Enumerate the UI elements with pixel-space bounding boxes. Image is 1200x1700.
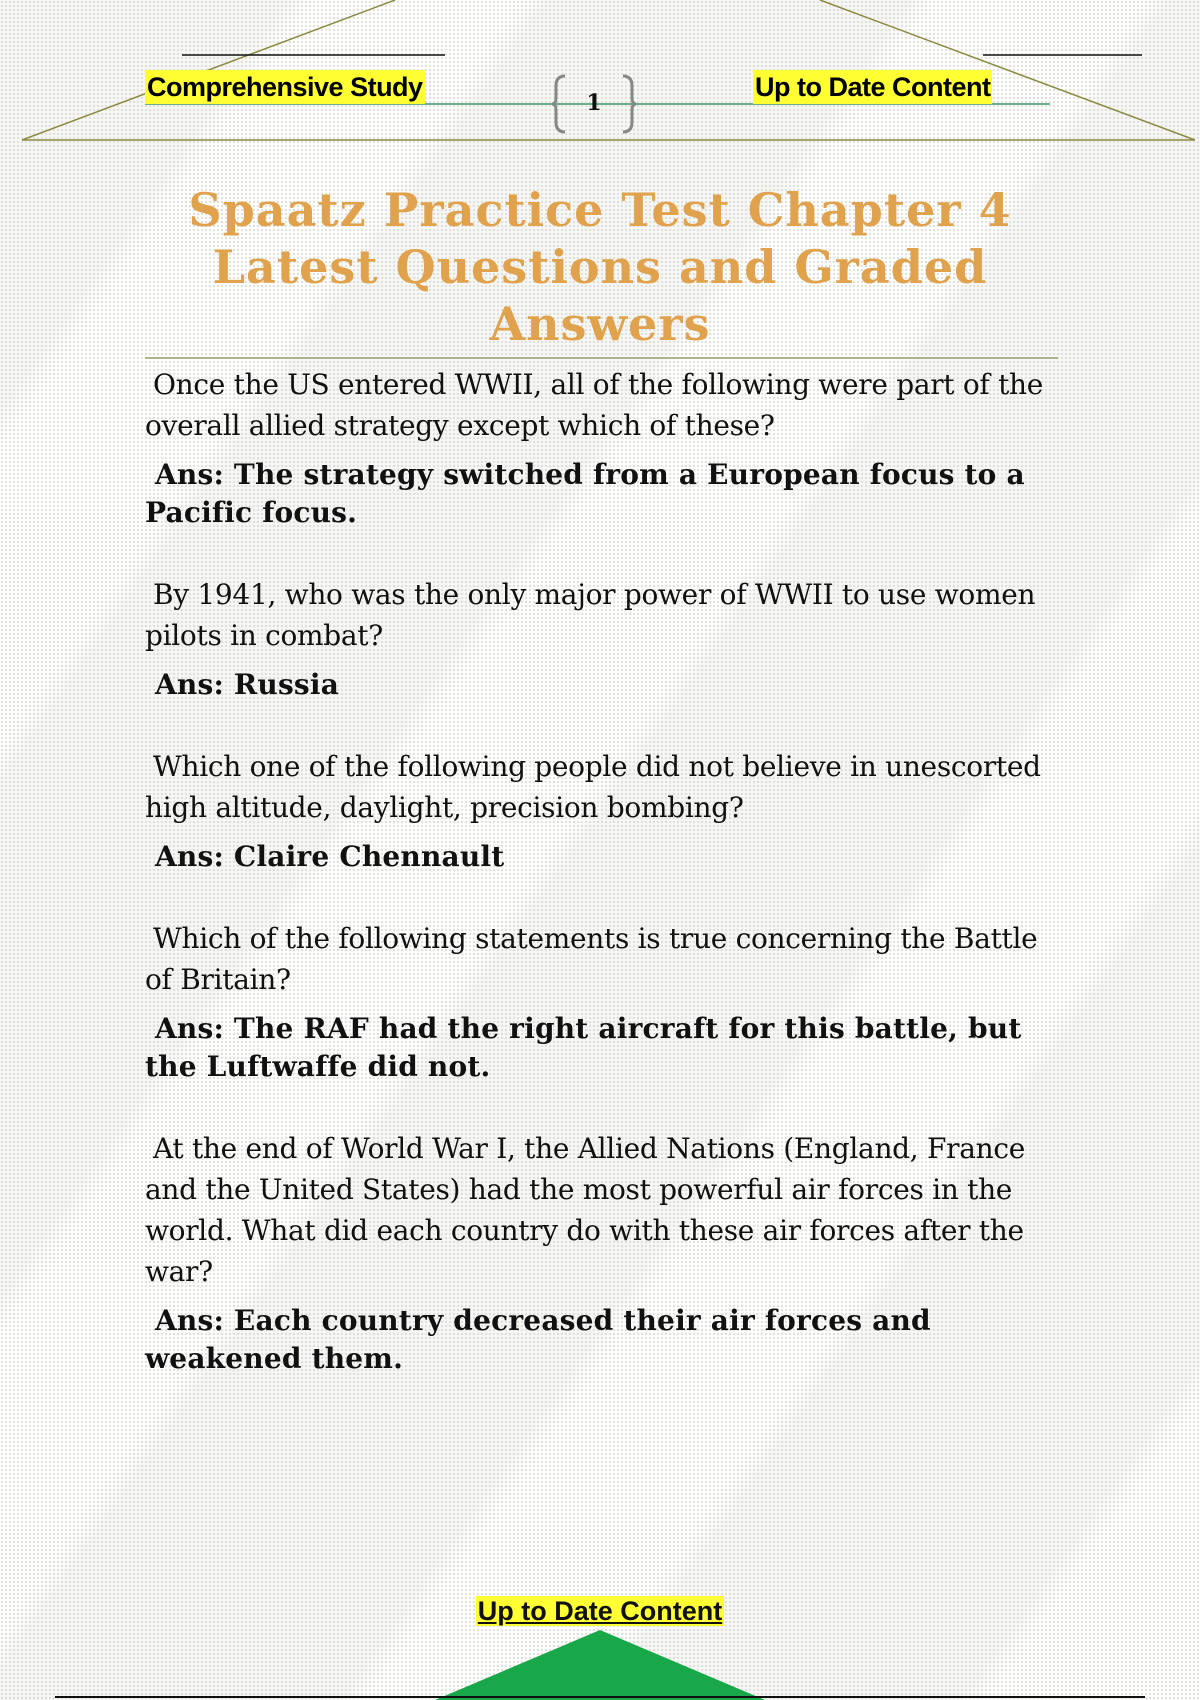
page-number: 1 <box>586 90 602 116</box>
answer-text: Ans: The RAF had the right aircraft for this battle, but the Luftwaffe did not. <box>145 1012 1022 1083</box>
question-text: Which of the following statements is true concerning the Battle of Britain? <box>145 922 1038 996</box>
question-text: At the end of World War I, the Allied Nations (England, France and the United States) had the most powerful air forces in the world. What did each country do with these air forces after the war? <box>145 1132 1025 1288</box>
question-text: Which one of the following people did not believe in unescorted high altitude, daylight, precision bombing? <box>145 750 1041 824</box>
answer-text: Ans: Russia <box>155 668 340 701</box>
header-label-left: Comprehensive Study <box>147 72 423 102</box>
question-list <box>145 364 1065 1420</box>
answer-text: Ans: The strategy switched from a European focus to a Pacific focus. <box>145 458 1025 529</box>
qa-item-4 <box>145 918 1065 1086</box>
footer-green-triangle <box>435 1630 765 1700</box>
question-text: Once the US entered WWII, all of the following were part of the overall allied strategy except which of these? <box>145 368 1044 442</box>
footer-label: Up to Date Content <box>477 1596 723 1626</box>
footer <box>0 1596 1200 1627</box>
header-label-right: Up to Date Content <box>755 72 991 102</box>
answer-text: Ans: Claire Chennault <box>155 840 505 873</box>
qa-item-2 <box>145 574 1065 704</box>
qa-item-5 <box>145 1128 1065 1378</box>
answer-text: Ans: Each country decreased their air forces and weakened them. <box>145 1304 931 1375</box>
qa-item-1 <box>145 364 1065 532</box>
question-text: By 1941, who was the only major power of WWII to use women pilots in combat? <box>145 578 1036 652</box>
document-title: Spaatz Practice Test Chapter 4 Latest Questions and Graded Answers <box>188 183 1012 351</box>
qa-item-3 <box>145 746 1065 876</box>
